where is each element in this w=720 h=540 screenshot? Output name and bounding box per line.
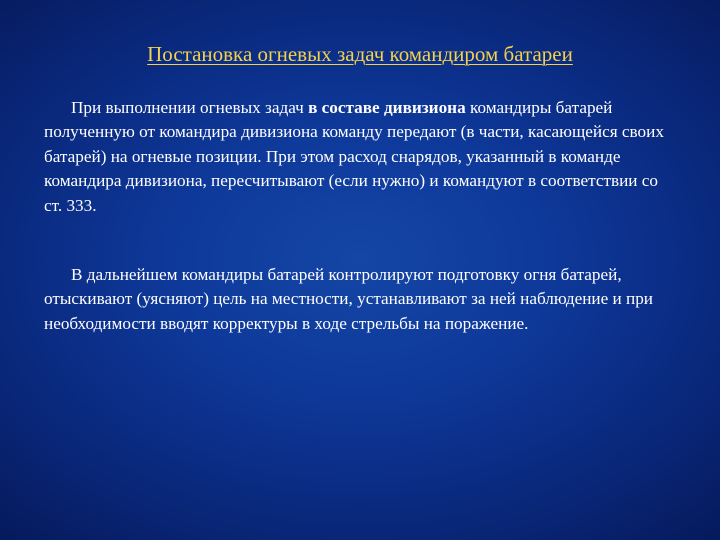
paragraph-1-text-start: При выполнении огневых задач [71,98,309,117]
paragraph-1 [44,96,680,218]
paragraph-2: В дальнейшем командиры батарей контролируют подготовку огня батарей, отыскивают (уясняют) цель на местности, устанавливают за ней наблюдение и при необходимости вводят корректуры в ходе стрельбы на поражение. [44,265,654,333]
paragraph-1-text-end: командиры батарей полученную от командира дивизиона команду передают (в части, касающейся своих батарей) на огневые позиции. При этом расход снарядов, указанный в команде командира дивизиона, пересчитывают (если нужно) и командуют в соответствии со ст. 333. [44,98,664,215]
paragraph-1-bold-phrase: в составе дивизиона [308,98,466,117]
slide-body [44,96,680,336]
slide-title: Постановка огневых задач командиром батареи [147,42,573,66]
